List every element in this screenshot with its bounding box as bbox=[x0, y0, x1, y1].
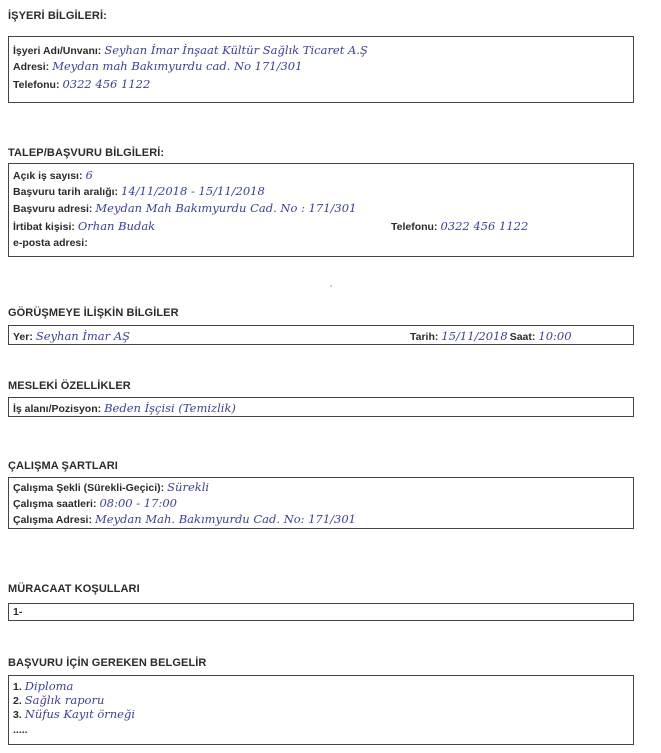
isyeri-box bbox=[8, 36, 634, 103]
belge-more: ..... bbox=[13, 724, 28, 736]
scan-speck bbox=[330, 285, 332, 287]
calisma-sekli-label: Çalışma Şekli (Sürekli-Geçici): bbox=[13, 482, 165, 494]
muracaat-item-1: 1- bbox=[13, 606, 23, 618]
belge-value-3: Nüfus Kayıt örneği bbox=[24, 707, 136, 721]
section-title-calisma: ÇALIŞMA ŞARTLARI bbox=[8, 460, 118, 472]
belge-item-1 bbox=[13, 679, 73, 693]
gorusme-box bbox=[8, 325, 634, 345]
mesleki-box bbox=[8, 397, 634, 417]
gorusme-tarih-value: 15/11/2018 bbox=[441, 329, 508, 343]
calisma-adres-value: Meydan Mah. Bakımyurdu Cad. No: 171/301 bbox=[94, 512, 356, 526]
is-alani-row bbox=[13, 401, 236, 415]
irtibat-label: İrtibat kişisi: bbox=[13, 221, 75, 233]
eposta-label: e-posta adresi: bbox=[13, 237, 88, 249]
gorusme-saat-value: 10:00 bbox=[538, 329, 572, 343]
isyeri-adi-row bbox=[13, 43, 368, 57]
is-alani-value: Beden İşçisi (Temizlik) bbox=[104, 401, 236, 415]
gorusme-tarih-row bbox=[410, 329, 572, 343]
calisma-adres-label: Çalışma Adresi: bbox=[13, 514, 92, 526]
basvuru-tarih-label: Başvuru tarih aralığı: bbox=[13, 186, 119, 198]
belge-value-1: Diploma bbox=[24, 679, 74, 693]
section-title-isyeri: İŞYERİ BİLGİLERİ: bbox=[8, 10, 107, 22]
isyeri-adi-label: İşyeri Adı/Unvanı: bbox=[13, 45, 102, 57]
calisma-saat-value: 08:00 - 17:00 bbox=[99, 496, 177, 510]
calisma-saat-row bbox=[13, 496, 177, 510]
calisma-box bbox=[8, 477, 634, 529]
belge-item-2 bbox=[13, 693, 104, 707]
acik-is-label: Açık iş sayısı: bbox=[13, 170, 83, 182]
gorusme-tarih-label: Tarih: bbox=[410, 331, 439, 343]
isyeri-telefon-value: 0322 456 1122 bbox=[62, 77, 151, 91]
belge-num-1: 1. bbox=[13, 681, 22, 693]
muracaat-box bbox=[8, 603, 634, 621]
basvuru-tarih-value: 14/11/2018 - 15/11/2018 bbox=[121, 184, 265, 198]
is-alani-label: İş alanı/Pozisyon: bbox=[13, 403, 102, 415]
calisma-sekli-row bbox=[13, 480, 209, 494]
section-title-mesleki: MESLEKİ ÖZELLİKLER bbox=[8, 380, 131, 392]
eposta-row bbox=[13, 237, 88, 249]
belge-value-2: Sağlık raporu bbox=[24, 693, 105, 707]
yer-value: Seyhan İmar AŞ bbox=[35, 329, 131, 343]
yer-row bbox=[13, 329, 130, 343]
basvuru-tarih-row bbox=[13, 184, 265, 198]
irtibat-row bbox=[13, 219, 155, 233]
belge-num-2: 2. bbox=[13, 695, 22, 707]
basvuru-adres-label: Başvuru adresi: bbox=[13, 203, 93, 215]
calisma-adres-row bbox=[13, 512, 356, 526]
belgeler-box bbox=[8, 675, 634, 745]
basvuru-adres-row bbox=[13, 201, 356, 215]
calisma-sekli-value: Sürekli bbox=[167, 480, 210, 494]
yer-label: Yer: bbox=[13, 331, 33, 343]
acik-is-value: 6 bbox=[85, 168, 93, 182]
calisma-saat-label: Çalışma saatleri: bbox=[13, 498, 97, 510]
basvuru-adres-value: Meydan Mah Bakımyurdu Cad. No : 171/301 bbox=[95, 201, 357, 215]
talep-telefon-label: Telefonu: bbox=[391, 221, 438, 233]
belge-item-3 bbox=[13, 707, 135, 721]
section-title-muracaat: MÜRACAAT KOŞULLARI bbox=[8, 583, 140, 595]
talep-telefon-value: 0322 456 1122 bbox=[440, 219, 529, 233]
section-title-talep: TALEP/BAŞVURU BİLGİLERİ: bbox=[8, 147, 165, 159]
isyeri-telefon-label: Telefonu: bbox=[13, 79, 60, 91]
section-title-belgeler: BAŞVURU İÇİN GEREKEN BELGELİR bbox=[8, 657, 207, 669]
isyeri-adres-row bbox=[13, 59, 302, 73]
isyeri-adi-value: Seyhan İmar İnşaat Kültür Sağlık Ticaret A.Ş bbox=[104, 43, 368, 57]
isyeri-adres-label: Adresi: bbox=[13, 61, 50, 73]
isyeri-telefon-row bbox=[13, 77, 150, 91]
belge-num-3: 3. bbox=[13, 709, 22, 721]
isyeri-adres-value: Meydan mah Bakımyurdu cad. No 171/301 bbox=[52, 59, 303, 73]
talep-telefon-row bbox=[391, 219, 528, 233]
irtibat-value: Orhan Budak bbox=[77, 219, 156, 233]
acik-is-row bbox=[13, 168, 93, 182]
talep-box bbox=[8, 163, 634, 257]
gorusme-saat-label: Saat: bbox=[509, 331, 536, 343]
section-title-gorusme: GÖRÜŞMEYE İLİŞKİN BİLGİLER bbox=[8, 307, 179, 319]
